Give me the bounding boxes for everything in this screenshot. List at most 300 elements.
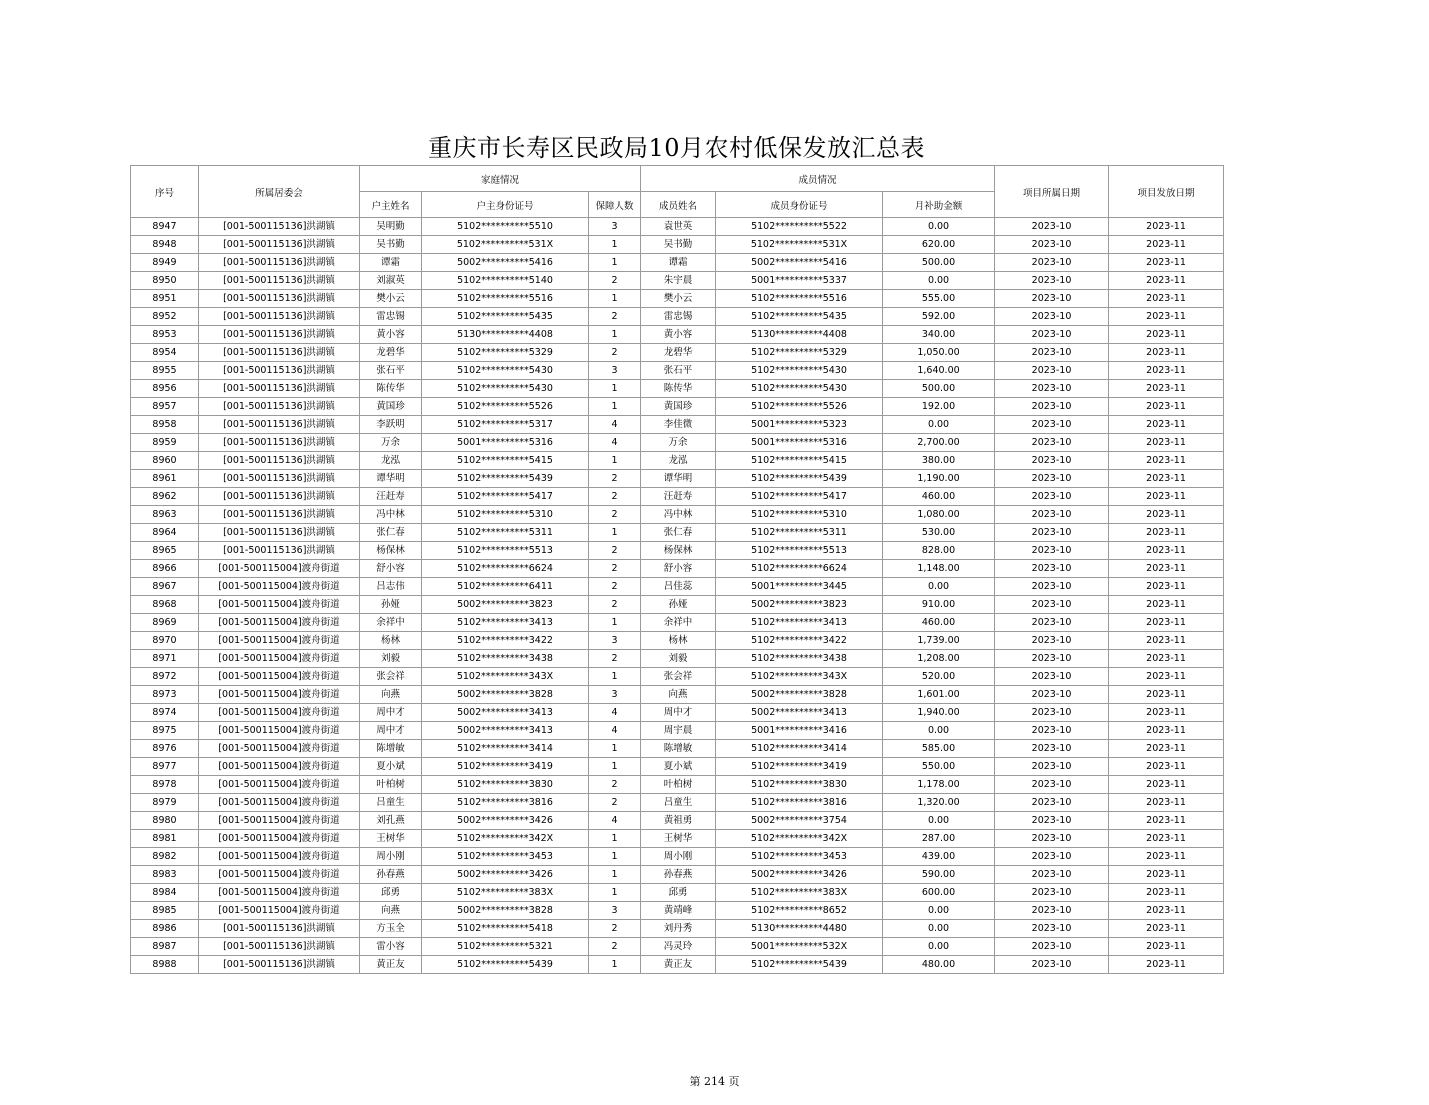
head-name-cell: 黄小容 [360, 326, 422, 344]
monthly-amount-cell: 340.00 [883, 326, 995, 344]
committee-cell: [001-500115004]渡舟街道 [199, 632, 360, 650]
member-name-cell: 杨保林 [641, 542, 716, 560]
seq-cell: 8951 [131, 290, 199, 308]
belong-date-cell: 2023-10 [995, 794, 1109, 812]
head-name-cell: 周中才 [360, 704, 422, 722]
issue-date-cell: 2023-11 [1109, 938, 1224, 956]
monthly-amount-cell: 1,050.00 [883, 344, 995, 362]
committee-cell: [001-500115136]洪湖镇 [199, 542, 360, 560]
seq-cell: 8965 [131, 542, 199, 560]
committee-cell: [001-500115136]洪湖镇 [199, 470, 360, 488]
member-id-cell: 5102**********3414 [716, 740, 883, 758]
head-name-cell: 张石平 [360, 362, 422, 380]
member-id-cell: 5102**********5439 [716, 470, 883, 488]
committee-cell: [001-500115136]洪湖镇 [199, 290, 360, 308]
head-name-cell: 黄国珍 [360, 398, 422, 416]
insured-count-cell: 2 [589, 920, 641, 938]
seq-cell: 8953 [131, 326, 199, 344]
issue-date-cell: 2023-11 [1109, 866, 1224, 884]
belong-date-cell: 2023-10 [995, 650, 1109, 668]
head-name-cell: 张仁春 [360, 524, 422, 542]
head-id-cell: 5002**********3413 [422, 704, 589, 722]
issue-date-cell: 2023-11 [1109, 920, 1224, 938]
committee-cell: [001-500115004]渡舟街道 [199, 614, 360, 632]
table-row [131, 794, 1224, 812]
issue-date-cell: 2023-11 [1109, 956, 1224, 974]
belong-date-cell: 2023-10 [995, 434, 1109, 452]
issue-date-cell: 2023-11 [1109, 758, 1224, 776]
insured-count-cell: 4 [589, 704, 641, 722]
insured-count-cell: 3 [589, 686, 641, 704]
issue-date-cell: 2023-11 [1109, 686, 1224, 704]
member-id-cell: 5130**********4408 [716, 326, 883, 344]
head-id-cell: 5102**********3413 [422, 614, 589, 632]
committee-cell: [001-500115004]渡舟街道 [199, 740, 360, 758]
head-name-cell: 吕童生 [360, 794, 422, 812]
insured-count-cell: 1 [589, 254, 641, 272]
committee-cell: [001-500115136]洪湖镇 [199, 254, 360, 272]
table-row [131, 722, 1224, 740]
member-name-cell: 冯灵玲 [641, 938, 716, 956]
head-id-cell: 5102**********342X [422, 830, 589, 848]
table-row [131, 218, 1224, 236]
issue-date-cell: 2023-11 [1109, 578, 1224, 596]
member-id-cell: 5102**********3413 [716, 614, 883, 632]
belong-date-cell: 2023-10 [995, 236, 1109, 254]
belong-date-cell: 2023-10 [995, 740, 1109, 758]
seq-cell: 8947 [131, 218, 199, 236]
head-name-cell: 王树华 [360, 830, 422, 848]
monthly-amount-cell: 0.00 [883, 272, 995, 290]
seq-cell: 8970 [131, 632, 199, 650]
table-row [131, 848, 1224, 866]
belong-date-cell: 2023-10 [995, 344, 1109, 362]
member-id-cell: 5102**********3419 [716, 758, 883, 776]
committee-cell: [001-500115136]洪湖镇 [199, 524, 360, 542]
belong-date-cell: 2023-10 [995, 290, 1109, 308]
member-name-cell: 袁世英 [641, 218, 716, 236]
monthly-amount-cell: 1,320.00 [883, 794, 995, 812]
head-name-cell: 方玉全 [360, 920, 422, 938]
member-name-cell: 龙泓 [641, 452, 716, 470]
issue-date-cell: 2023-11 [1109, 632, 1224, 650]
belong-date-cell: 2023-10 [995, 506, 1109, 524]
insured-count-cell: 4 [589, 416, 641, 434]
insured-count-cell: 1 [589, 290, 641, 308]
head-id-cell: 5102**********3419 [422, 758, 589, 776]
belong-date-cell: 2023-10 [995, 632, 1109, 650]
table-row [131, 956, 1224, 974]
head-name-cell: 谭华明 [360, 470, 422, 488]
head-name-cell: 谭霜 [360, 254, 422, 272]
head-name-cell: 吴书勤 [360, 236, 422, 254]
table-row [131, 776, 1224, 794]
issue-date-cell: 2023-11 [1109, 668, 1224, 686]
belong-date-cell: 2023-10 [995, 308, 1109, 326]
header-member-id: 成员身份证号 [716, 192, 883, 218]
belong-date-cell: 2023-10 [995, 704, 1109, 722]
committee-cell: [001-500115004]渡舟街道 [199, 848, 360, 866]
committee-cell: [001-500115136]洪湖镇 [199, 380, 360, 398]
issue-date-cell: 2023-11 [1109, 560, 1224, 578]
member-name-cell: 黄正友 [641, 956, 716, 974]
committee-cell: [001-500115136]洪湖镇 [199, 434, 360, 452]
member-name-cell: 龙碧华 [641, 344, 716, 362]
member-name-cell: 黄靖峰 [641, 902, 716, 920]
seq-cell: 8952 [131, 308, 199, 326]
committee-cell: [001-500115136]洪湖镇 [199, 344, 360, 362]
belong-date-cell: 2023-10 [995, 488, 1109, 506]
seq-cell: 8955 [131, 362, 199, 380]
monthly-amount-cell: 0.00 [883, 920, 995, 938]
head-name-cell: 李跃明 [360, 416, 422, 434]
committee-cell: [001-500115004]渡舟街道 [199, 902, 360, 920]
table-row [131, 596, 1224, 614]
head-name-cell: 樊小云 [360, 290, 422, 308]
table-row [131, 524, 1224, 542]
belong-date-cell: 2023-10 [995, 380, 1109, 398]
committee-cell: [001-500115136]洪湖镇 [199, 326, 360, 344]
table-row [131, 380, 1224, 398]
member-name-cell: 张会祥 [641, 668, 716, 686]
head-name-cell: 邱勇 [360, 884, 422, 902]
member-id-cell: 5102**********3438 [716, 650, 883, 668]
table-row [131, 578, 1224, 596]
monthly-amount-cell: 620.00 [883, 236, 995, 254]
monthly-amount-cell: 287.00 [883, 830, 995, 848]
seq-cell: 8966 [131, 560, 199, 578]
head-id-cell: 5102**********5510 [422, 218, 589, 236]
member-name-cell: 夏小斌 [641, 758, 716, 776]
member-name-cell: 雷忠锡 [641, 308, 716, 326]
head-id-cell: 5102**********5329 [422, 344, 589, 362]
seq-cell: 8979 [131, 794, 199, 812]
belong-date-cell: 2023-10 [995, 362, 1109, 380]
seq-cell: 8984 [131, 884, 199, 902]
header-issue-date: 项目发放日期 [1109, 166, 1224, 218]
member-name-cell: 向燕 [641, 686, 716, 704]
monthly-amount-cell: 600.00 [883, 884, 995, 902]
table-row [131, 632, 1224, 650]
seq-cell: 8988 [131, 956, 199, 974]
head-name-cell: 张会祥 [360, 668, 422, 686]
table-row [131, 398, 1224, 416]
header-insured-count: 保障人数 [589, 192, 641, 218]
monthly-amount-cell: 192.00 [883, 398, 995, 416]
seq-cell: 8987 [131, 938, 199, 956]
belong-date-cell: 2023-10 [995, 272, 1109, 290]
member-name-cell: 吕佳蕊 [641, 578, 716, 596]
page-title: 重庆市长寿区民政局10月农村低保发放汇总表 [427, 134, 926, 162]
seq-cell: 8964 [131, 524, 199, 542]
member-id-cell: 5102**********5526 [716, 398, 883, 416]
table-row [131, 236, 1224, 254]
insured-count-cell: 1 [589, 398, 641, 416]
seq-cell: 8957 [131, 398, 199, 416]
head-name-cell: 吴明勤 [360, 218, 422, 236]
member-id-cell: 5102**********5329 [716, 344, 883, 362]
table-row [131, 506, 1224, 524]
header-belong-date: 项目所属日期 [995, 166, 1109, 218]
table-row [131, 650, 1224, 668]
belong-date-cell: 2023-10 [995, 938, 1109, 956]
table-row [131, 560, 1224, 578]
member-name-cell: 周中才 [641, 704, 716, 722]
member-id-cell: 5002**********3823 [716, 596, 883, 614]
table-row [131, 290, 1224, 308]
belong-date-cell: 2023-10 [995, 542, 1109, 560]
monthly-amount-cell: 530.00 [883, 524, 995, 542]
committee-cell: [001-500115136]洪湖镇 [199, 938, 360, 956]
member-id-cell: 5130**********4480 [716, 920, 883, 938]
belong-date-cell: 2023-10 [995, 668, 1109, 686]
head-id-cell: 5102**********5418 [422, 920, 589, 938]
belong-date-cell: 2023-10 [995, 398, 1109, 416]
table-row [131, 614, 1224, 632]
belong-date-cell: 2023-10 [995, 776, 1109, 794]
member-id-cell: 5102**********5516 [716, 290, 883, 308]
member-name-cell: 孙春燕 [641, 866, 716, 884]
head-id-cell: 5102**********3816 [422, 794, 589, 812]
table-row [131, 470, 1224, 488]
committee-cell: [001-500115136]洪湖镇 [199, 920, 360, 938]
head-name-cell: 汪赶寿 [360, 488, 422, 506]
member-id-cell: 5102**********5415 [716, 452, 883, 470]
committee-cell: [001-500115004]渡舟街道 [199, 596, 360, 614]
insured-count-cell: 1 [589, 452, 641, 470]
committee-cell: [001-500115136]洪湖镇 [199, 506, 360, 524]
head-name-cell: 陈增敏 [360, 740, 422, 758]
monthly-amount-cell: 2,700.00 [883, 434, 995, 452]
insured-count-cell: 1 [589, 326, 641, 344]
member-name-cell: 冯中林 [641, 506, 716, 524]
table-row [131, 812, 1224, 830]
committee-cell: [001-500115004]渡舟街道 [199, 650, 360, 668]
head-id-cell: 5002**********3426 [422, 812, 589, 830]
committee-cell: [001-500115136]洪湖镇 [199, 236, 360, 254]
seq-cell: 8983 [131, 866, 199, 884]
head-name-cell: 杨林 [360, 632, 422, 650]
member-id-cell: 5002**********3828 [716, 686, 883, 704]
insured-count-cell: 2 [589, 560, 641, 578]
head-name-cell: 叶柏树 [360, 776, 422, 794]
monthly-amount-cell: 590.00 [883, 866, 995, 884]
member-id-cell: 5002**********3413 [716, 704, 883, 722]
member-name-cell: 周宇晨 [641, 722, 716, 740]
head-name-cell: 陈传华 [360, 380, 422, 398]
insured-count-cell: 2 [589, 470, 641, 488]
monthly-amount-cell: 1,640.00 [883, 362, 995, 380]
issue-date-cell: 2023-11 [1109, 902, 1224, 920]
monthly-amount-cell: 1,208.00 [883, 650, 995, 668]
seq-cell: 8982 [131, 848, 199, 866]
member-name-cell: 舒小容 [641, 560, 716, 578]
committee-cell: [001-500115004]渡舟街道 [199, 578, 360, 596]
seq-cell: 8954 [131, 344, 199, 362]
seq-cell: 8977 [131, 758, 199, 776]
insured-count-cell: 2 [589, 578, 641, 596]
member-name-cell: 吴书勤 [641, 236, 716, 254]
issue-date-cell: 2023-11 [1109, 236, 1224, 254]
issue-date-cell: 2023-11 [1109, 344, 1224, 362]
head-name-cell: 孙春燕 [360, 866, 422, 884]
head-id-cell: 5102**********3453 [422, 848, 589, 866]
header-head-name: 户主姓名 [360, 192, 422, 218]
member-name-cell: 余祥中 [641, 614, 716, 632]
head-id-cell: 5102**********5435 [422, 308, 589, 326]
head-name-cell: 冯中林 [360, 506, 422, 524]
table-row [131, 254, 1224, 272]
seq-cell: 8986 [131, 920, 199, 938]
belong-date-cell: 2023-10 [995, 830, 1109, 848]
member-id-cell: 5102**********5310 [716, 506, 883, 524]
member-name-cell: 谭华明 [641, 470, 716, 488]
issue-date-cell: 2023-11 [1109, 290, 1224, 308]
insured-count-cell: 4 [589, 812, 641, 830]
monthly-amount-cell: 828.00 [883, 542, 995, 560]
belong-date-cell: 2023-10 [995, 416, 1109, 434]
insured-count-cell: 1 [589, 758, 641, 776]
committee-cell: [001-500115136]洪湖镇 [199, 452, 360, 470]
issue-date-cell: 2023-11 [1109, 380, 1224, 398]
head-id-cell: 5102**********343X [422, 668, 589, 686]
insured-count-cell: 2 [589, 938, 641, 956]
committee-cell: [001-500115004]渡舟街道 [199, 722, 360, 740]
committee-cell: [001-500115004]渡舟街道 [199, 758, 360, 776]
committee-cell: [001-500115136]洪湖镇 [199, 488, 360, 506]
member-id-cell: 5102**********383X [716, 884, 883, 902]
monthly-amount-cell: 1,080.00 [883, 506, 995, 524]
member-name-cell: 杨林 [641, 632, 716, 650]
belong-date-cell: 2023-10 [995, 578, 1109, 596]
head-id-cell: 5002**********3823 [422, 596, 589, 614]
insured-count-cell: 1 [589, 866, 641, 884]
table-row [131, 902, 1224, 920]
member-name-cell: 樊小云 [641, 290, 716, 308]
monthly-amount-cell: 1,178.00 [883, 776, 995, 794]
head-id-cell: 5102**********5415 [422, 452, 589, 470]
member-name-cell: 刘丹秀 [641, 920, 716, 938]
insured-count-cell: 2 [589, 542, 641, 560]
issue-date-cell: 2023-11 [1109, 416, 1224, 434]
seq-cell: 8980 [131, 812, 199, 830]
member-name-cell: 王树华 [641, 830, 716, 848]
head-name-cell: 周中才 [360, 722, 422, 740]
issue-date-cell: 2023-11 [1109, 488, 1224, 506]
head-id-cell: 5130**********4408 [422, 326, 589, 344]
belong-date-cell: 2023-10 [995, 470, 1109, 488]
issue-date-cell: 2023-11 [1109, 308, 1224, 326]
head-name-cell: 向燕 [360, 902, 422, 920]
member-name-cell: 万余 [641, 434, 716, 452]
insured-count-cell: 1 [589, 740, 641, 758]
member-id-cell: 5002**********3426 [716, 866, 883, 884]
issue-date-cell: 2023-11 [1109, 326, 1224, 344]
head-id-cell: 5102**********3438 [422, 650, 589, 668]
belong-date-cell: 2023-10 [995, 218, 1109, 236]
monthly-amount-cell: 0.00 [883, 722, 995, 740]
table-row [131, 416, 1224, 434]
seq-cell: 8961 [131, 470, 199, 488]
seq-cell: 8962 [131, 488, 199, 506]
monthly-amount-cell: 1,148.00 [883, 560, 995, 578]
seq-cell: 8981 [131, 830, 199, 848]
committee-cell: [001-500115136]洪湖镇 [199, 272, 360, 290]
table-row [131, 542, 1224, 560]
member-name-cell: 陈传华 [641, 380, 716, 398]
member-id-cell: 5001**********5323 [716, 416, 883, 434]
issue-date-cell: 2023-11 [1109, 254, 1224, 272]
head-id-cell: 5102**********5439 [422, 470, 589, 488]
head-id-cell: 5102**********6411 [422, 578, 589, 596]
insured-count-cell: 2 [589, 488, 641, 506]
member-id-cell: 5102**********3422 [716, 632, 883, 650]
seq-cell: 8949 [131, 254, 199, 272]
header-member-group: 成员情况 [641, 166, 995, 192]
insured-count-cell: 1 [589, 380, 641, 398]
head-id-cell: 5102**********3422 [422, 632, 589, 650]
head-name-cell: 舒小容 [360, 560, 422, 578]
table-row [131, 830, 1224, 848]
head-name-cell: 杨保林 [360, 542, 422, 560]
relief-summary-table [130, 165, 1224, 974]
head-id-cell: 5102**********5317 [422, 416, 589, 434]
issue-date-cell: 2023-11 [1109, 794, 1224, 812]
monthly-amount-cell: 500.00 [883, 380, 995, 398]
monthly-amount-cell: 520.00 [883, 668, 995, 686]
issue-date-cell: 2023-11 [1109, 848, 1224, 866]
table-row [131, 326, 1224, 344]
head-name-cell: 刘毅 [360, 650, 422, 668]
issue-date-cell: 2023-11 [1109, 524, 1224, 542]
monthly-amount-cell: 480.00 [883, 956, 995, 974]
member-name-cell: 陈增敏 [641, 740, 716, 758]
monthly-amount-cell: 500.00 [883, 254, 995, 272]
head-id-cell: 5102**********5321 [422, 938, 589, 956]
seq-cell: 8956 [131, 380, 199, 398]
belong-date-cell: 2023-10 [995, 848, 1109, 866]
belong-date-cell: 2023-10 [995, 452, 1109, 470]
issue-date-cell: 2023-11 [1109, 218, 1224, 236]
head-id-cell: 5102**********5439 [422, 956, 589, 974]
insured-count-cell: 1 [589, 830, 641, 848]
seq-cell: 8963 [131, 506, 199, 524]
table-row [131, 938, 1224, 956]
monthly-amount-cell: 460.00 [883, 488, 995, 506]
committee-cell: [001-500115004]渡舟街道 [199, 830, 360, 848]
member-name-cell: 张仁春 [641, 524, 716, 542]
head-name-cell: 余祥中 [360, 614, 422, 632]
member-id-cell: 5102**********5435 [716, 308, 883, 326]
seq-cell: 8974 [131, 704, 199, 722]
committee-cell: [001-500115136]洪湖镇 [199, 308, 360, 326]
table-row [131, 740, 1224, 758]
belong-date-cell: 2023-10 [995, 884, 1109, 902]
seq-cell: 8985 [131, 902, 199, 920]
member-id-cell: 5001**********3445 [716, 578, 883, 596]
issue-date-cell: 2023-11 [1109, 398, 1224, 416]
head-name-cell: 周小刚 [360, 848, 422, 866]
insured-count-cell: 1 [589, 614, 641, 632]
issue-date-cell: 2023-11 [1109, 362, 1224, 380]
issue-date-cell: 2023-11 [1109, 722, 1224, 740]
seq-cell: 8976 [131, 740, 199, 758]
seq-cell: 8975 [131, 722, 199, 740]
table-row [131, 920, 1224, 938]
head-name-cell: 雷忠锡 [360, 308, 422, 326]
belong-date-cell: 2023-10 [995, 902, 1109, 920]
head-id-cell: 5102**********5311 [422, 524, 589, 542]
